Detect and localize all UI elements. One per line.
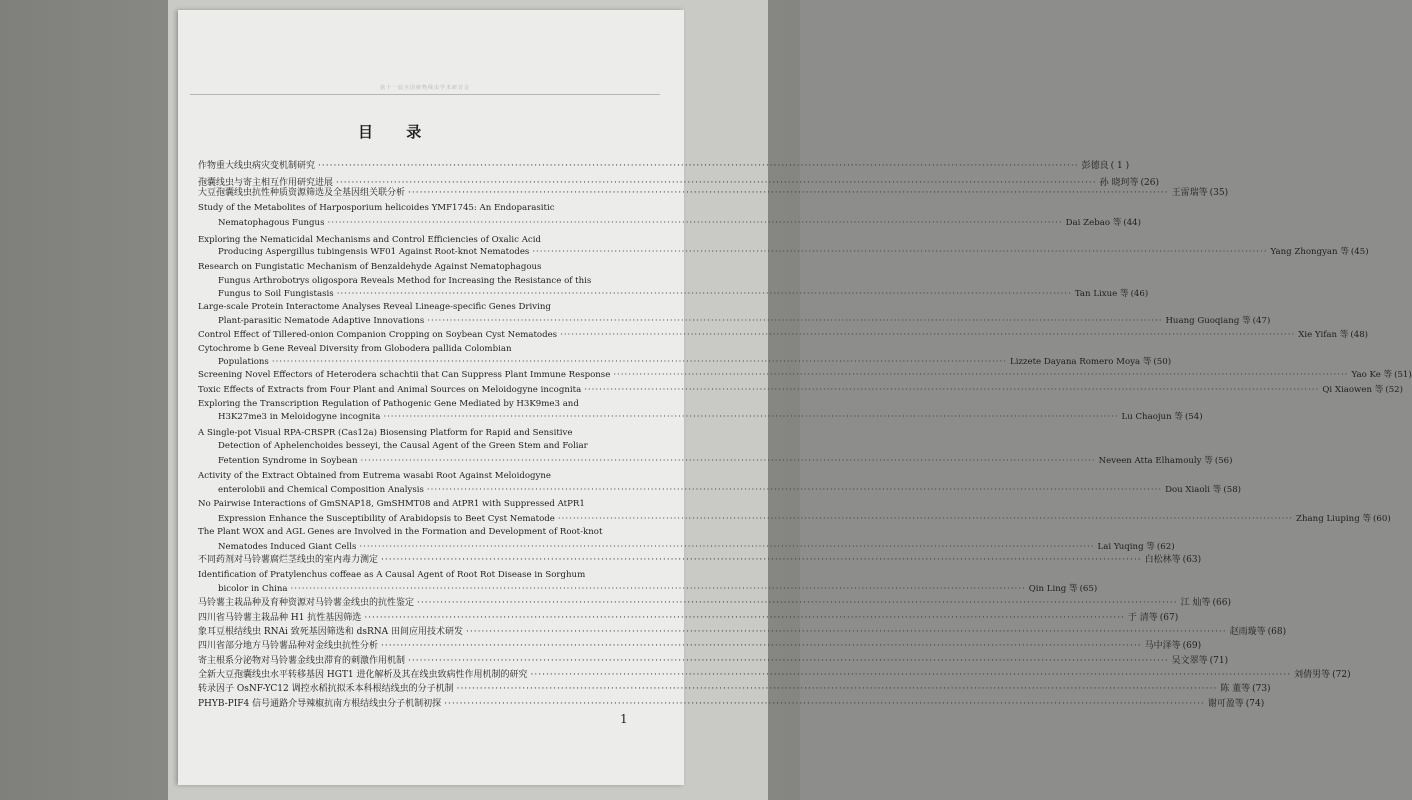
toc-entry-author: Lai Yuqing 等 bbox=[1097, 542, 1155, 552]
toc-entry-author: Neveen Atta Elhamouly 等 bbox=[1098, 456, 1213, 466]
toc-leader-dots bbox=[381, 639, 1142, 654]
toc-leader-dots bbox=[466, 625, 1227, 640]
toc-entry bbox=[198, 611, 1179, 626]
toc-leader-dots bbox=[444, 697, 1205, 712]
toc-entry-title: A Single-pot Visual RPA-CRSPR (Cas12a) Biosensing Platform for Rapid and Sensitive bbox=[198, 428, 573, 438]
toc-entry bbox=[198, 682, 1271, 697]
toc-entry-title: Toxic Effects of Extracts from Four Plant and Animal Sources on Meloidogyne incognita bbox=[198, 385, 582, 395]
toc-entry bbox=[198, 596, 1231, 611]
toc-entry-title: Producing Aspergillus tubingensis WF01 Against Root-knot Nematodes bbox=[218, 247, 530, 257]
toc-leader-dots bbox=[361, 454, 1096, 469]
toc-entry-page: (51) bbox=[1394, 370, 1412, 380]
toc-entry bbox=[218, 314, 1271, 329]
toc-entry-author: 王雷瑞等 bbox=[1171, 188, 1208, 198]
toc-entry-author: Huang Guoqiang 等 bbox=[1165, 316, 1251, 326]
toc-entry bbox=[218, 483, 1242, 498]
toc-entry-title: Study of the Metabolites of Harposporium helicoides YMF1745: An Endoparasitic bbox=[198, 203, 555, 213]
toc-leader-dots bbox=[291, 582, 1026, 597]
toc-entry-title: Fungus Arthrobotrys oligospora Reveals Method for Increasing the Resistance of this bbox=[218, 276, 592, 286]
toc-entry-author: Lu Chaojun 等 bbox=[1121, 412, 1183, 422]
toc-entry-page: (35) bbox=[1209, 188, 1229, 198]
toc-leader-dots bbox=[560, 328, 1295, 343]
toc-entry-author: 孙 晓珂等 bbox=[1099, 178, 1139, 188]
toc-leader-dots bbox=[427, 314, 1162, 329]
toc-entry-author: Yao Ke 等 bbox=[1351, 370, 1393, 380]
toc-entry-title: Detection of Aphelenchoides besseyi, the Causal Agent of the Green Stem and Foliar bbox=[218, 441, 588, 451]
toc-entry-page: (65) bbox=[1079, 584, 1098, 594]
toc-entry bbox=[198, 668, 1351, 683]
toc-entry bbox=[198, 328, 1369, 343]
toc-entry-page: (46) bbox=[1130, 289, 1149, 299]
toc-entry-page: (62) bbox=[1156, 542, 1175, 552]
toc-entry-title: 孢囊线虫与寄主相互作用研究进展 bbox=[198, 178, 334, 188]
toc-entry-title: Exploring the Transcription Regulation of Pathogenic Gene Mediated by H3K9me3 and bbox=[198, 399, 579, 409]
toc-entry-title: Research on Fungistatic Mechanism of Benzaldehyde Against Nematophagous bbox=[198, 262, 542, 272]
toc-entry-page: ( 1 ) bbox=[1110, 161, 1130, 171]
toc-entry-page: (67) bbox=[1159, 613, 1179, 623]
toc-entry-author: Xie Yifan 等 bbox=[1298, 330, 1349, 340]
toc-leader-dots bbox=[532, 245, 1267, 260]
toc-entry-author: Yang Zhongyan 等 bbox=[1270, 247, 1349, 257]
toc-entry-author: 江 灿等 bbox=[1180, 598, 1211, 608]
toc-leader-dots bbox=[408, 654, 1169, 669]
page-number: 1 bbox=[620, 712, 628, 726]
toc-entry-title: Identification of Pratylenchus coffeae as A Causal Agent of Root Rot Disease in Sorghum bbox=[198, 570, 586, 580]
toc-entry-title: Fungus to Soil Fungistasis bbox=[218, 289, 334, 299]
toc-entry-page: (60) bbox=[1373, 514, 1391, 524]
toc-leader-dots bbox=[558, 512, 1293, 527]
toc-entry-author: 于 清等 bbox=[1127, 613, 1158, 623]
toc-leader-dots bbox=[383, 410, 1118, 425]
toc-entry bbox=[198, 697, 1265, 712]
toc-entry bbox=[198, 159, 1130, 174]
toc-entry-page: (63) bbox=[1182, 555, 1202, 565]
toc-entry-title: H3K27me3 in Meloidogyne incognita bbox=[218, 412, 381, 422]
toc-leader-dots bbox=[531, 668, 1292, 683]
toc-entry bbox=[198, 383, 1404, 398]
toc-entry-title: 寄主根系分泌物对马铃薯金线虫滞育的刺激作用机制 bbox=[198, 656, 406, 666]
toc-entry-title: 不同药剂对马铃薯腐烂茎线虫的室内毒力测定 bbox=[198, 555, 379, 565]
toc-entry bbox=[218, 439, 630, 454]
toc-entry-title: enterolobii and Chemical Composition Analysis bbox=[218, 485, 424, 495]
toc-entry-author: 吴文翠等 bbox=[1171, 656, 1208, 666]
toc-entry-author: 马中泽等 bbox=[1144, 641, 1181, 651]
toc-entry-author: 刘倩男等 bbox=[1294, 670, 1331, 680]
toc-entry bbox=[198, 553, 1202, 568]
toc-entry-title: Nematodes Induced Giant Cells bbox=[218, 542, 357, 552]
toc-entry-page: (54) bbox=[1184, 412, 1203, 422]
toc-entry-title: 大豆孢囊线虫抗性种质资源筛选及全基因组关联分析 bbox=[198, 188, 406, 198]
toc-leader-dots bbox=[613, 368, 1348, 383]
toc-entry-title: 全新大豆孢囊线虫水平转移基因 HGT1 进化解析及其在线虫致病性作用机制的研究 bbox=[198, 670, 528, 680]
toc-entry-author: 彭德良 bbox=[1081, 161, 1109, 171]
toc-entry-title: bicolor in China bbox=[218, 584, 288, 594]
toc-entry-page: (45) bbox=[1350, 247, 1369, 257]
toc-entry-page: (73) bbox=[1252, 684, 1271, 694]
toc-entry-author: 赵雨璇等 bbox=[1229, 627, 1266, 637]
toc-entry-title: Large-scale Protein Interactome Analyses Reveal Lineage-specific Genes Driving bbox=[198, 302, 551, 312]
toc-entry bbox=[218, 410, 1203, 425]
toc-entry-author: 谢可盈等 bbox=[1207, 699, 1244, 709]
toc-entry-author: Dai Zebao 等 bbox=[1065, 218, 1122, 228]
toc-entry-title: 作物重大线虫病灾变机制研究 bbox=[198, 161, 316, 171]
toc-entry bbox=[198, 525, 630, 540]
toc-leader-dots bbox=[457, 682, 1218, 697]
toc-entry-author: Tan Lixue 等 bbox=[1074, 289, 1129, 299]
toc-entry-page: (71) bbox=[1209, 656, 1229, 666]
toc-leader-dots bbox=[417, 596, 1178, 611]
toc-entry-author: Dou Xiaoli 等 bbox=[1165, 485, 1222, 495]
page-title: 目 录 bbox=[358, 123, 436, 141]
toc-entry-title: Activity of the Extract Obtained from Eutrema wasabi Root Against Meloidogyne bbox=[198, 471, 552, 481]
toc-entry-page: (74) bbox=[1245, 699, 1265, 709]
toc-entry-title: The Plant WOX and AGL Genes are Involved in the Formation and Development of Root-knot bbox=[198, 527, 603, 537]
toc-entry-author: Lizzete Dayana Romero Moya 等 bbox=[1010, 357, 1152, 367]
toc-entry bbox=[198, 260, 630, 275]
toc-entry bbox=[198, 497, 630, 512]
toc-entry-page: (47) bbox=[1252, 316, 1271, 326]
toc-entry bbox=[198, 639, 1202, 654]
toc-entry-title: 四川省马铃薯主栽品种 H1 抗性基因筛选 bbox=[198, 613, 362, 623]
toc-entry-page: (26) bbox=[1140, 178, 1159, 188]
toc-entry-title: Exploring the Nematicidal Mechanisms and Control Efficiencies of Oxalic Acid bbox=[198, 235, 541, 245]
toc-leader-dots bbox=[318, 159, 1079, 174]
toc-leader-dots bbox=[364, 611, 1125, 626]
toc-entry bbox=[218, 454, 1233, 469]
toc-entry bbox=[218, 582, 1098, 597]
toc-entry-title: 象耳豆根结线虫 RNAi 致死基因筛选和 dsRNA 田间应用技术研发 bbox=[198, 627, 464, 637]
toc-entry-title: 转录因子 OsNF-YC12 调控水稻抗拟禾本科根结线虫的分子机制 bbox=[198, 684, 454, 694]
toc-entry bbox=[198, 368, 1412, 383]
toc-entry-title: Expression Enhance the Susceptibility of Arabidopsis to Beet Cyst Nematode bbox=[218, 514, 555, 524]
toc-entry-title: Control Effect of Tillered-onion Companion Cropping on Soybean Cyst Nematodes bbox=[198, 330, 558, 340]
toc-leader-dots bbox=[328, 216, 1063, 231]
toc-leader-dots bbox=[408, 186, 1169, 201]
toc-entry-author: Qi Xiaowen 等 bbox=[1322, 385, 1384, 395]
toc-entry bbox=[198, 201, 630, 216]
toc-entry-page: (69) bbox=[1182, 641, 1202, 651]
toc-entry-title: Plant-parasitic Nematode Adaptive Innovations bbox=[218, 316, 425, 326]
toc-entry-title: 四川省部分地方马铃薯品种对金线虫抗性分析 bbox=[198, 641, 379, 651]
toc-entry bbox=[198, 300, 630, 315]
toc-entry-page: (52) bbox=[1385, 385, 1404, 395]
toc-leader-dots bbox=[381, 553, 1142, 568]
toc-entry-page: (72) bbox=[1332, 670, 1351, 680]
toc-leader-dots bbox=[584, 383, 1319, 398]
toc-entry bbox=[218, 245, 1369, 260]
toc-entry-page: (48) bbox=[1350, 330, 1369, 340]
toc-entry-title: Screening Novel Effectors of Heterodera schachtii that Can Suppress Plant Immune Response bbox=[198, 370, 611, 380]
toc-entry-author: Zhang Liuping 等 bbox=[1296, 514, 1372, 524]
toc-entry bbox=[198, 568, 630, 583]
toc-entry-title: PHYB-PIF4 信号通路介导辣椒抗南方根结线虫分子机制初探 bbox=[198, 699, 442, 709]
toc-entry bbox=[198, 469, 630, 484]
toc-entry bbox=[198, 654, 1229, 669]
toc-entry bbox=[218, 216, 1141, 231]
toc-entry-author: Qin Ling 等 bbox=[1028, 584, 1078, 594]
toc-leader-dots bbox=[427, 483, 1162, 498]
toc-entry-title: Nematophagous Fungus bbox=[218, 218, 325, 228]
toc-entry-title: No Pairwise Interactions of GmSNAP18, GmSHMT08 and AtPR1 with Suppressed AtPR1 bbox=[198, 499, 585, 509]
toc-entry-author: 陈 董等 bbox=[1220, 684, 1251, 694]
toc-entry-title: Cytochrome b Gene Reveal Diversity from Globodera pallida Colombian bbox=[198, 344, 512, 354]
toc-entry-page: (44) bbox=[1123, 218, 1141, 228]
toc-entry-page: (50) bbox=[1153, 357, 1172, 367]
toc-entry-title: 马铃薯主栽品种及育种资源对马铃薯金线虫的抗性鉴定 bbox=[198, 598, 415, 608]
toc-entry-title: Populations bbox=[218, 357, 269, 367]
toc-entry-page: (58) bbox=[1223, 485, 1242, 495]
toc-entry-page: (66) bbox=[1212, 598, 1231, 608]
toc-entry-title: Fetention Syndrome in Soybean bbox=[218, 456, 358, 466]
toc-entry-page: (56) bbox=[1214, 456, 1233, 466]
toc-entry bbox=[198, 186, 1229, 201]
toc-entry-author: 白松林等 bbox=[1144, 555, 1181, 565]
toc-entry-page: (68) bbox=[1267, 627, 1287, 637]
running-head: 第十一届全国植物线虫学术研讨会 bbox=[379, 85, 470, 91]
toc-entry bbox=[198, 625, 1287, 640]
